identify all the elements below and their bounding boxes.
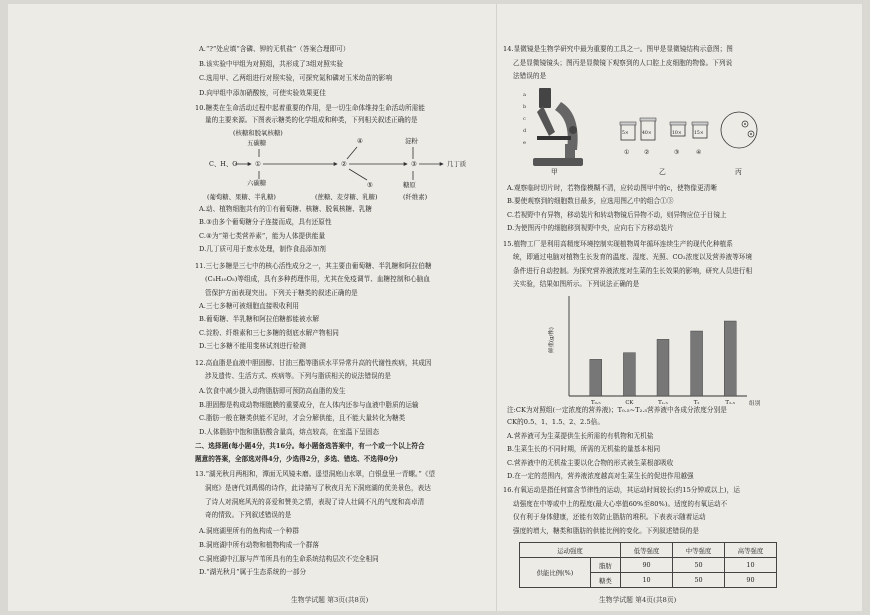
microscope-part-letter: c (523, 116, 526, 122)
microscope-coarse-knob (569, 126, 577, 134)
table-cell: 10 (621, 573, 673, 588)
lens-number: ① (624, 149, 630, 156)
x-tick-label: T₂ (693, 400, 700, 406)
table-header-cell: 低等强度 (621, 543, 673, 558)
diagram-node-1: ① (255, 160, 261, 168)
diagram-label-monosaccharides: (葡萄糖、果糖、半乳糖) (207, 193, 276, 201)
question-16-stem: 16.有氧运动是指任何富含节律性的运动，其运动时间较长(约15分钟或以上)，运 (503, 486, 740, 494)
diagram-label-disaccharides: (蔗糖、麦芽糖、乳糖) (315, 193, 378, 201)
question-10-option: C.④为“第七类营养素”，能为人体提供能量 (199, 231, 326, 240)
question-15-stem: 统，即通过电脑对植物生长发育的温度、湿度、光照、CO₂浓度以及营养液等环境 (513, 253, 753, 262)
question-11-option: B.葡萄糖、半乳糖和阿拉伯糖都能被水解 (199, 315, 319, 324)
question-10-stem: 10.糖类在生命活动过程中起着重要的作用，是一切生命体维持生命活动所需能 (195, 104, 425, 112)
microscope-part-letter: b (523, 104, 527, 110)
microscope-arm (555, 102, 578, 150)
question-15-option: B.生菜生长的不同时期，所需的无机盐的量基本相同 (507, 445, 661, 454)
question-12-option: B.胆固醇是构成动物细胞膜的重要成分，在人体内还参与血液中脂质的运输 (199, 400, 419, 409)
question-13-stem: 13.“湖光秋月两相和，潭面无风镜未磨。遥望洞庭山水翠，白银盘里一青螺。”《望 (195, 470, 436, 478)
page-4-footer: 生物学试题 第4页(共8页) (599, 596, 677, 604)
question-15-stem: 15.植物工厂是利用高精度环境控制实现植物周年循环连续生产的现代化种植系 (503, 240, 733, 248)
question-10-option: D.几丁质可用于废水处理，制作食品添加剂 (199, 244, 326, 253)
question-15-option: D.在一定的范围内，营养液浓度越高对生菜生长的促进作用越强 (507, 471, 694, 480)
lens-magnification: 5× (622, 131, 629, 136)
page-3-footer: 生物学试题 第3页(共8页) (291, 596, 369, 604)
lens-number: ③ (674, 149, 680, 156)
microscope-part-letter: d (523, 128, 527, 134)
x-axis-label: 组别 (749, 401, 761, 407)
lens-rim (692, 122, 708, 125)
question-10-stem: 量的主要来源。下图表示糖类的化学组成和种类，下列相关叙述正确的是 (205, 116, 418, 124)
x-tick-label: T₂.₅ (725, 400, 736, 406)
question-13-stem: 了诗人对洞庭风光的喜爱和赞美之情，表现了诗人壮阔不凡的气度和高卓清 (205, 497, 425, 506)
table-row-name: 脂肪 (590, 558, 620, 573)
question-14-option: C.若视野中有异物，移动装片和转动物镜后异物不动，则异物应位于目镜上 (507, 210, 727, 219)
question-11-option: D.三七多糖不能用斐林试剂进行检测 (199, 341, 306, 350)
lettuce-growth-chart (543, 290, 773, 408)
diagram-node-4: ④ (357, 137, 363, 145)
question-14-option: A.观察临时切片时，若物像模糊不清，应转动图甲中的c，使物像更清晰 (507, 184, 718, 192)
lens-rim (670, 122, 686, 125)
microscope-figure (521, 84, 761, 176)
x-tick-label: T₀.₅ (590, 400, 601, 406)
question-13-option: A.洞庭湖里所有的鱼构成一个种群 (199, 527, 299, 535)
table-cell: 90 (725, 573, 777, 588)
lens-body (641, 120, 655, 140)
x-tick-label: CK (625, 400, 634, 406)
lens-number: ② (644, 149, 650, 156)
cell-nucleus (750, 133, 752, 135)
question-16-stem: 强度的增大，糖类和脂肪的供能比例的变化。下列叙述错误的是 (513, 526, 700, 535)
exam-sheet (8, 4, 862, 611)
cell-nucleus (744, 123, 746, 125)
question-13-option: B.洞庭湖中所有动物和植物构成一个群落 (199, 540, 319, 549)
question-10-option: A.动、植物细胞共有的①有葡萄糖、核糖、脱氧核糖、乳糖 (199, 205, 373, 213)
diagram-connector (347, 147, 357, 159)
lens-rim (620, 122, 636, 125)
option-line: C.选用甲、乙两组进行对照实验，可探究氮和磷对玉米幼苗的影响 (199, 74, 393, 82)
option-line: B.该实验中甲组为对照组，共形成了3组对照实验 (199, 59, 344, 68)
question-12-option: A.饮食中减少摄入动物脂肪即可预防高血脂的发生 (199, 387, 346, 395)
section-2-heading: 题意的答案，全部选对得4分，少选得2分，多选、错选、不选得0分) (195, 455, 399, 464)
question-15-option: A.营养液可为生菜提供生长所需的有机物和无机盐 (507, 432, 654, 440)
table-row (520, 558, 777, 573)
question-14-option: D.为使图丙中的细胞移到视野中央，应向右下方移动装片 (507, 223, 674, 232)
microscope-base (533, 158, 583, 166)
diagram-label-ribose: (核糖和脱氧核糖) (233, 129, 283, 137)
page-divider (496, 4, 497, 611)
chart-note: 注:CK为对照组(一定浓度的营养液)；T₀.₅~T₂.₅营养液中各成分浓度分别是 (507, 406, 727, 414)
question-15-stem: 条件进行自动控制。为探究营养液浓度对生菜的生长效果的影响，研究人员进行相 (513, 266, 753, 275)
lens-rim (640, 118, 656, 121)
table-cell: 50 (673, 558, 725, 573)
question-11-stem: (C₅H₁₀O₅)等组成，具有多种药理作用，尤其在免疫调节、血糖控制和心脑血 (205, 275, 431, 284)
question-12-option: D.人体脂肪中饱和脂肪酸含量高，熔点较高，在室温下呈固态 (199, 427, 379, 436)
y-axis-label: 鲜重(g/株) (549, 327, 555, 353)
question-13-stem: 洞庭》是唐代刘禹锡的诗作，此诗描写了秋夜月光下洞庭湖的优美景色，表达 (205, 483, 431, 492)
table-row-name: 糖类 (590, 573, 620, 588)
carbohydrate-diagram (207, 127, 507, 205)
diagram-label-glycogen: 糖原 (403, 181, 416, 189)
diagram-label-cellulose: (纤维素) (403, 193, 428, 201)
question-15-option: C.营养液中的无机盐主要以化合物的形式被生菜根部吸收 (507, 458, 674, 467)
question-14-option: B.要使观察到的细胞数目最多，应选用图乙中的组合①③ (507, 197, 674, 206)
bar-0 (590, 359, 602, 396)
diagram-label-hexose: 六碳糖 (247, 179, 267, 187)
table-header-cell: 高等强度 (725, 543, 777, 558)
question-13-option: D.“湖光秋月”属于生态系统的一部分 (199, 568, 307, 577)
figure-label-jia: 甲 (551, 168, 558, 176)
question-16-stem: 动强度在中等或中上的程度(最大心率值60%至80%)。适度的有氧运动不 (513, 499, 728, 508)
question-11-stem: 管保护方面表现突出。下列关于糖类的叙述正确的是 (205, 288, 358, 297)
table-row-label: 供能比例(%) (520, 558, 591, 588)
energy-supply-table (519, 542, 777, 588)
microscope-pillar (565, 144, 575, 158)
section-2-heading: 二、选择题(每小题4分，共16分。每小题备选答案中，有一个或一个以上符合 (195, 442, 425, 450)
diagram-label-elements: C、H、O (209, 160, 238, 168)
bar-2 (657, 339, 669, 396)
diagram-label-starch: 淀粉 (405, 137, 418, 145)
table-cell: 50 (673, 573, 725, 588)
lens-magnification: 40× (642, 131, 652, 136)
question-12-option: C.脂肪一般在糖类供能不足时，才会分解供能，且不能大量转化为糖类 (199, 414, 406, 422)
microscope-stage (537, 136, 571, 140)
question-16-stem: 仅有利于身体健康，还能有效防止脂肪的堆积。下表表示随着运动 (513, 513, 706, 521)
question-11-option: C.淀粉、纤维素和三七多糖的彻底水解产物相同 (199, 328, 339, 337)
microscope-tube (537, 106, 555, 136)
question-12-stem: 12.高血脂是血液中胆固醇、甘油三酯等脂质水平异常升高的代谢性疾病，其成因 (195, 359, 432, 367)
question-14-stem: 乙是显微镜镜头；图丙是显微镜下观察到的人口腔上皮细胞的物像。下列说 (513, 58, 733, 67)
question-14-stem: 法错误的是 (513, 72, 547, 80)
diagram-node-5: ⑤ (367, 181, 373, 189)
table-header-cell: 中等强度 (673, 543, 725, 558)
bar-4 (724, 321, 736, 396)
option-line: D.向甲组中添加硝酸铵，可使实验效果更佳 (199, 88, 326, 97)
diagram-node-3: ③ (411, 160, 417, 168)
lens-magnification: 15× (694, 131, 704, 136)
diagram-node-2: ② (341, 160, 347, 168)
x-tick-label: T₁.₅ (658, 400, 668, 406)
table-cell: 10 (725, 558, 777, 573)
table-header-cell: 运动强度 (520, 543, 621, 558)
question-15-stem: 关实验，结果如图所示。下列说法正确的是 (513, 279, 640, 288)
bar-3 (691, 331, 703, 396)
table-cell: 90 (621, 558, 673, 573)
question-10-option: B.③由多个葡萄糖分子连接而成，具有还原性 (199, 218, 332, 227)
lens-magnification: 10× (672, 131, 682, 136)
option-line: A.“?”处应填“含磷、钾的无机盐”（答案合理即可） (199, 45, 350, 53)
question-11-stem: 11.三七多糖是三七中的核心活性成分之一，其主要由葡萄糖、半乳糖和阿拉伯糖 (195, 262, 432, 270)
question-11-option: A.三七多糖可被细胞直接吸收利用 (199, 302, 299, 310)
figure-label-bing: 丙 (735, 168, 742, 176)
bar-1 (623, 353, 635, 396)
chart-note: CK的0.5、1、1.5、2、2.5倍。 (507, 418, 604, 426)
diagram-label-pentose: 五碳糖 (247, 139, 267, 147)
question-12-stem: 涉及遗传、生活方式、疾病等。下列与脂质相关的说法错误的是 (205, 372, 392, 381)
diagram-connector (349, 169, 367, 180)
diagram-label-chitin: 几丁质 (447, 160, 467, 168)
figure-label-yi: 乙 (659, 168, 666, 176)
microscope-part-letter: a (523, 92, 526, 98)
microscope-eyepiece (539, 88, 551, 108)
microscope-part-letter: e (523, 140, 526, 146)
question-13-option: C.洞庭湖中江豚与芦苇所具有的生命系统结构层次不完全相同 (199, 554, 379, 563)
question-13-stem: 奇的情致。下列叙述错误的是 (205, 511, 292, 520)
lens-number: ④ (696, 149, 702, 156)
question-14-stem: 14.显微镜是生物学研究中最为重要的工具之一。图甲是显微镜结构示意图；图 (503, 45, 733, 53)
field-of-view (721, 112, 757, 148)
